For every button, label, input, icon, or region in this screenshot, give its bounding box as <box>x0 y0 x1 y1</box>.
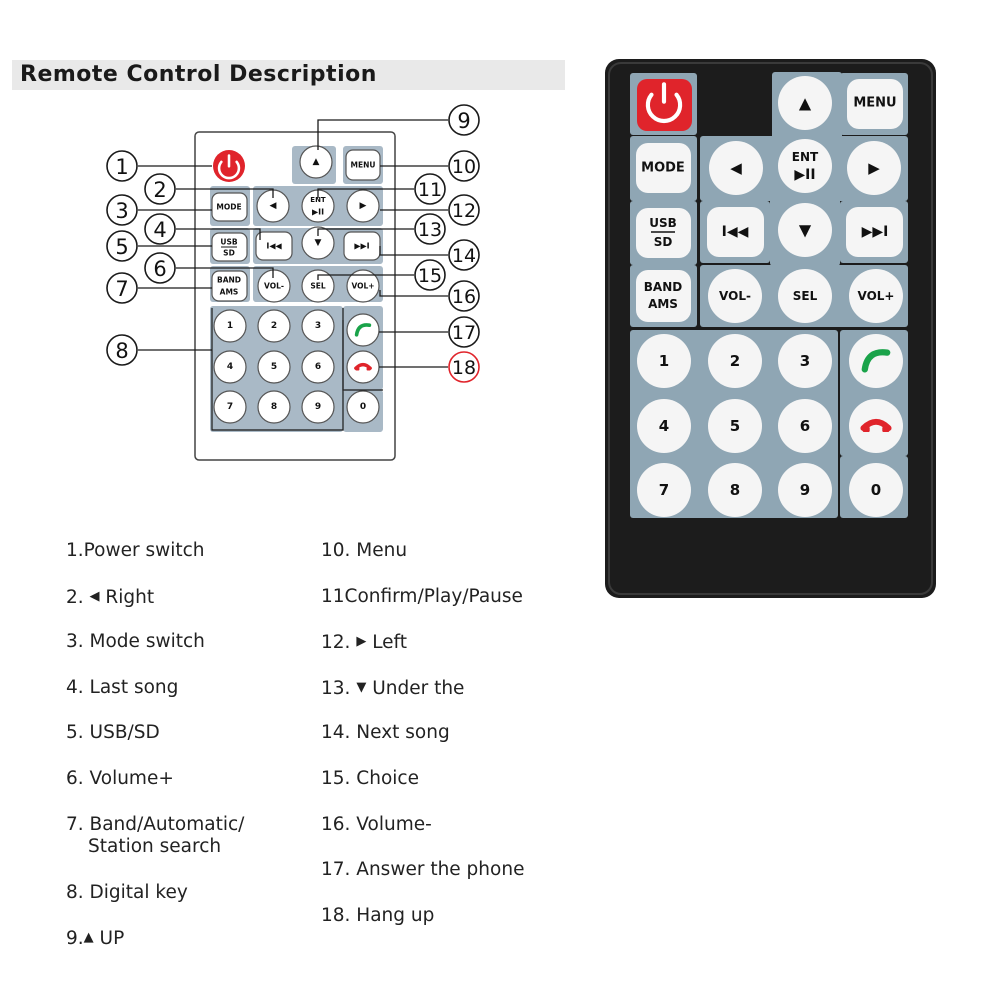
remote-vol-plus-button[interactable] <box>849 269 903 323</box>
digit-label: 4 <box>226 362 234 372</box>
desc-18: 18. Hang up <box>321 905 435 926</box>
callout-number: 17 <box>451 322 477 344</box>
desc-10: 10. Menu <box>321 540 408 561</box>
sel-label: SEL <box>792 289 818 303</box>
digit-label: 9 <box>314 402 322 412</box>
callout-number: 4 <box>153 218 167 242</box>
remote-digit-4-button[interactable] <box>637 399 691 453</box>
desc-2: 2. ◀ Right <box>66 587 155 608</box>
sd-label: SD <box>653 235 673 249</box>
desc-9: 9.▲ UP <box>66 928 125 949</box>
callout-number: 7 <box>115 277 129 301</box>
right-triangle-icon: ▶ <box>356 634 367 649</box>
callout-number: 12 <box>451 200 477 222</box>
up-arrow-icon: ▲ <box>798 93 812 113</box>
remote-prev-button[interactable] <box>707 207 764 257</box>
desc-17: 17. Answer the phone <box>321 859 525 880</box>
diagram-menu-button[interactable] <box>346 150 380 180</box>
digit-label: 4 <box>658 417 670 435</box>
desc-15: 15. Choice <box>321 768 419 789</box>
remote-digit-8-button[interactable] <box>708 463 762 517</box>
vol-minus-label: VOL- <box>719 289 751 303</box>
desc-8: 8. Digital key <box>66 882 188 903</box>
desc-6: 6. Volume+ <box>66 768 174 789</box>
digit-label: 1 <box>658 352 670 370</box>
usb-label: USB <box>649 216 677 230</box>
usb-label: USB <box>220 237 238 247</box>
desc-7: 7. Band/Automatic/ Station search <box>66 814 245 857</box>
sd-label: SD <box>223 248 235 258</box>
remote-up-button[interactable] <box>778 76 832 130</box>
diagram-next-button[interactable] <box>344 232 380 260</box>
diagram-hangup-button[interactable] <box>347 351 379 383</box>
remote-down-button[interactable] <box>778 203 832 257</box>
remote-digit-6-button[interactable] <box>778 399 832 453</box>
remote-hangup-button[interactable] <box>849 399 903 453</box>
ent-label: ENT <box>310 196 326 204</box>
desc-12: 12. ▶ Left <box>321 632 407 653</box>
up-arrow-icon: ▲ <box>312 157 320 167</box>
callout-number: 13 <box>417 219 443 241</box>
callout-number: 5 <box>115 235 129 259</box>
diagram-power-button[interactable] <box>213 150 245 182</box>
diagram-digit-1-button[interactable] <box>214 310 246 342</box>
vol-plus-label: VOL+ <box>857 289 895 303</box>
diagram-digit-9-button[interactable] <box>302 391 334 423</box>
diagram-prev-button[interactable] <box>256 232 292 260</box>
callout-number: 10 <box>451 156 477 178</box>
desc-5: 5. USB/SD <box>66 722 160 743</box>
diagram-digit-3-button[interactable] <box>302 310 334 342</box>
remote-sel-button[interactable] <box>778 269 832 323</box>
desc-4: 4. Last song <box>66 677 179 698</box>
mode-label: MODE <box>216 202 242 212</box>
callout-number: 11 <box>417 179 443 201</box>
digit-label: 8 <box>729 481 741 499</box>
play-pause-icon: ▶II <box>794 167 816 183</box>
up-triangle-icon: ▲ <box>83 930 94 945</box>
ams-label: AMS <box>648 297 678 311</box>
right-arrow-icon: ▶ <box>868 159 880 177</box>
remote-usb-sd-button[interactable] <box>636 208 691 258</box>
callout-number: 2 <box>153 178 167 202</box>
diagram-answer-button[interactable] <box>347 314 379 346</box>
diagram-digit-0-button[interactable] <box>347 391 379 423</box>
desc-11: 11Confirm/Play/Pause <box>321 586 523 607</box>
ams-label: AMS <box>219 287 239 297</box>
vol-minus-label: VOL- <box>264 281 284 291</box>
digit-label: 8 <box>270 402 278 412</box>
callout-number: 9 <box>457 109 471 133</box>
remote-ent-button[interactable] <box>778 139 832 193</box>
digit-label: 6 <box>799 417 811 435</box>
diagram-band-ams-button[interactable] <box>212 271 247 301</box>
diagram-digit-5-button[interactable] <box>258 351 290 383</box>
desc-13: 13. ▼ Under the <box>321 678 465 699</box>
down-triangle-icon: ▼ <box>356 680 367 695</box>
previous-track-icon: I◀◀ <box>266 241 282 251</box>
diagram-right-button[interactable] <box>347 190 379 222</box>
vol-plus-label: VOL+ <box>351 281 375 291</box>
menu-label: MENU <box>853 95 897 111</box>
remote-mode-button[interactable] <box>636 143 691 193</box>
remote-digit-9-button[interactable] <box>778 463 832 517</box>
diagram-usb-sd-button[interactable] <box>212 233 247 261</box>
remote-digit-2-button[interactable] <box>708 334 762 388</box>
right-arrow-icon: ▶ <box>359 201 367 211</box>
remote-left-button[interactable] <box>709 141 763 195</box>
down-arrow-icon: ▼ <box>798 220 812 240</box>
digit-label: 0 <box>870 481 882 499</box>
desc-14: 14. Next song <box>321 722 450 743</box>
diagram-mode-button[interactable] <box>212 193 247 221</box>
digit-label: 7 <box>658 481 670 499</box>
callout-number: 14 <box>451 245 477 267</box>
diagram-digit-4-button[interactable] <box>214 351 246 383</box>
digit-label: 5 <box>270 362 278 372</box>
remote-digit-5-button[interactable] <box>708 399 762 453</box>
remote-digit-0-button[interactable] <box>849 463 903 517</box>
remote-menu-button[interactable] <box>847 79 903 129</box>
digit-label: 7 <box>226 402 234 412</box>
remote-band-ams-button[interactable] <box>636 270 691 322</box>
callout-number: 16 <box>451 286 477 308</box>
callout-number: 18 <box>451 357 477 379</box>
remote-digit-1-button[interactable] <box>637 334 691 388</box>
play-pause-icon: ▶II <box>311 207 325 217</box>
sel-label: SEL <box>310 281 326 291</box>
remote-power-button[interactable] <box>637 79 692 131</box>
remote-digit-7-button[interactable] <box>637 463 691 517</box>
diagram-digit-2-button[interactable] <box>258 310 290 342</box>
digit-label: 1 <box>226 321 234 331</box>
digit-label: 2 <box>270 321 278 331</box>
digit-label: 3 <box>799 352 811 370</box>
desc-3: 3. Mode switch <box>66 631 205 652</box>
diagram-vol-minus-button[interactable] <box>258 270 290 302</box>
callout-number: 8 <box>115 339 129 363</box>
digit-label: 2 <box>729 352 741 370</box>
callout-number: 3 <box>115 199 129 223</box>
down-arrow-icon: ▼ <box>314 238 322 248</box>
callout-number: 1 <box>115 155 129 179</box>
remote-photo <box>605 59 936 598</box>
previous-track-icon: I◀◀ <box>721 224 749 240</box>
mode-label: MODE <box>641 160 685 176</box>
left-arrow-icon: ◀ <box>730 159 742 177</box>
diagram-digit-6-button[interactable] <box>302 351 334 383</box>
digit-label: 3 <box>314 321 322 331</box>
digit-label: 5 <box>729 417 741 435</box>
page-title: Remote Control Description <box>20 62 377 87</box>
remote-right-button[interactable] <box>847 141 901 195</box>
diagram-digit-8-button[interactable] <box>258 391 290 423</box>
left-triangle-icon: ◀ <box>89 589 100 604</box>
left-arrow-icon: ◀ <box>269 201 277 211</box>
desc-16: 16. Volume- <box>321 814 432 835</box>
digit-label: 6 <box>314 362 322 372</box>
callout-number: 6 <box>153 257 167 281</box>
band-label: BAND <box>643 280 683 294</box>
band-label: BAND <box>216 275 242 285</box>
diagram-up-button[interactable] <box>300 146 332 178</box>
ent-label: ENT <box>791 150 819 164</box>
menu-label: MENU <box>350 160 376 170</box>
diagram-digit-7-button[interactable] <box>214 391 246 423</box>
desc-1: 1.Power switch <box>66 540 205 561</box>
remote-digit-3-button[interactable] <box>778 334 832 388</box>
next-track-icon: ▶▶I <box>861 224 889 240</box>
remote-answer-button[interactable] <box>849 334 903 388</box>
digit-label: 9 <box>799 481 811 499</box>
remote-vol-minus-button[interactable] <box>708 269 762 323</box>
remote-next-button[interactable] <box>846 207 903 257</box>
next-track-icon: ▶▶I <box>354 241 370 251</box>
callout-number: 15 <box>417 265 443 287</box>
digit-label: 0 <box>359 402 367 412</box>
